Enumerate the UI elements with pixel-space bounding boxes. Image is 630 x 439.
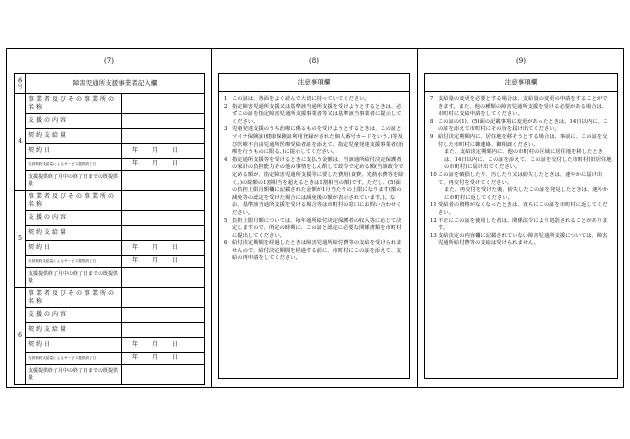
- register-row: [15, 211, 205, 226]
- row-value-balance: [122, 159, 205, 171]
- row-label-balance: 当該契約支給量によるサービス提供終了日: [26, 353, 122, 365]
- note-text: この証は、各面をよく読んで大切に持っていてください。: [232, 96, 370, 102]
- row-value-office: [122, 191, 205, 211]
- row-value-final: [122, 365, 205, 385]
- note-item: [430, 202, 612, 217]
- row-label-date: 契約日: [26, 144, 122, 159]
- note-number: 7: [430, 96, 434, 102]
- note-number: 11: [430, 202, 437, 209]
- date-unit-year: 年: [131, 257, 138, 265]
- note-number: 4: [224, 156, 228, 163]
- note-text: 支給量の変更を必要とする場合は、支給量の変更の申請をすることができます。また、他の種類の障害児通所支援を受ける必要がある場合は、市町村に支給申請をしてください。: [438, 96, 608, 118]
- note-item: [430, 134, 612, 149]
- note-number: 12: [430, 217, 437, 224]
- register-row: [15, 365, 205, 385]
- notes-title: 注意事項欄: [425, 74, 617, 92]
- row-label-date: 契約日: [26, 338, 122, 353]
- date-unit-year: 年: [131, 354, 138, 362]
- row-label-office: 事業者及びその事業所の名称: [26, 191, 122, 211]
- row-value-amount: [122, 323, 205, 338]
- row-label-amount: 契約支給量: [26, 323, 122, 338]
- note-number: 3: [224, 126, 228, 133]
- date-unit-month: 月: [151, 146, 158, 154]
- note-text: 給付決定期間を経過したときは障害児通所給付費等の支給を受けられませんので、給付決定期間を経過する前に、市町村にこの証を添えて、支給の再申請をしてください。: [232, 240, 402, 262]
- note-text: この証を破損したり、汚したり又は紛失したときは、速やかに届け出て、再交付を受けてください。: [438, 171, 603, 186]
- note-number: 1: [224, 96, 228, 102]
- register-row: [15, 338, 205, 353]
- date-unit-day: 日: [171, 160, 178, 168]
- note-number: 8: [430, 118, 434, 125]
- note-number: 6: [224, 240, 228, 247]
- row-label-amount: 契約支給量: [26, 226, 122, 241]
- note-text: また、支給決定期間内に、他の市町村の区域に居住地を移したときは、14日以内に、この証を添えて、この証を交付した市町村(旧居住地の市町村)に届け出てください。: [444, 149, 612, 171]
- note-number: 9: [430, 133, 434, 140]
- notes-list: [219, 92, 409, 263]
- row-label-office: 事業者及びその事業所の名称: [26, 94, 122, 114]
- date-unit-day: 日: [171, 243, 178, 251]
- note-item: [430, 233, 612, 248]
- register-row: [15, 308, 205, 323]
- date-unit-day: 日: [171, 146, 178, 154]
- note-item: [430, 119, 612, 134]
- register-row: [15, 288, 205, 308]
- register-row: [15, 353, 205, 365]
- date-unit-month: 月: [151, 354, 158, 362]
- row-label-final: 支援提供終了月中の終了日までの既提供量: [26, 268, 122, 288]
- row-value-amount: [122, 226, 205, 241]
- notes-panel-9: [424, 73, 618, 379]
- note-item: [430, 172, 612, 187]
- date-unit-month: 月: [151, 160, 158, 168]
- row-value-date: [122, 144, 205, 159]
- row-value-content: [122, 308, 205, 323]
- row-label-balance: 当該契約支給量によるサービス提供終了日: [26, 256, 122, 268]
- note-text: 指定障害児通所支援又は基準該当通所支援を受けようとするときは、必ずこの証を指定障害児通所支援事業者等又は基準該当事業者に提示してください。: [232, 103, 402, 125]
- column-divider: [211, 49, 212, 387]
- register-row: [15, 159, 205, 171]
- note-item: [224, 126, 404, 156]
- date-unit-year: 年: [131, 340, 138, 348]
- row-label-date: 契約日: [26, 241, 122, 256]
- date-unit-month: 月: [151, 257, 158, 265]
- row-value-final: [122, 268, 205, 288]
- notes-title: 注意事項欄: [219, 74, 409, 92]
- entry-number: 5: [15, 191, 26, 288]
- row-label-content: 支援の内容: [26, 308, 122, 323]
- date-unit-day: 日: [171, 340, 178, 348]
- row-value-balance: [122, 353, 205, 365]
- note-text: 負担上限月額については、毎年通所給付決定保護者の収入等に応じて決定しますので、所定の時期に、この証と認定に必要な関係書類を市町村に提出してください。: [232, 217, 402, 239]
- register-row: [15, 94, 205, 114]
- note-text: 指定通所支援等を受けるときに支払う金額は、当該通所給付決定保護者の家計の負担能力その他の事情をしん酌して政令で定める額(当該政令で定める額が、指定障害児通所支援等に要した費用(食費、光熱水費等を除く。)の総額の1割相当を超えるときは1割相当の額)です。ただし、(5)面の負担上限月額欄に記載された金額が1月当たりの上限になります(額の減免等の認定を受けた場合には減免後の額が表示されています。)。なお、基準該当通所支援を受ける場合等は市町村の窓口にお問い合わせください。: [232, 156, 404, 216]
- note-text: 児童発達支援のうち治療に係るものを受けようとするときは、この証とマイナ保険証(健康保険証利用登録がされた個人番号カードをいう。)等及び医療不自由児通所医療受給者証を添えて、指定児童発達支援事業者(治療を行うものに限る。)に提示してください。: [232, 126, 404, 156]
- row-value-office: [122, 94, 205, 114]
- register-row: [15, 226, 205, 241]
- note-number: 13: [430, 232, 437, 239]
- note-item: [430, 187, 612, 202]
- date-unit-day: 日: [171, 257, 178, 265]
- note-item: [224, 240, 404, 263]
- page-number-7: (7): [104, 57, 114, 65]
- notes-list: [425, 92, 617, 248]
- note-item: [430, 149, 612, 172]
- page-number-8: (8): [309, 57, 319, 65]
- note-item: [224, 104, 404, 127]
- row-label-amount: 契約支給量: [26, 129, 122, 144]
- row-label-balance: 当該契約支給量によるサービス提供終了日: [26, 159, 122, 171]
- date-unit-year: 年: [131, 160, 138, 168]
- note-item: [224, 96, 404, 104]
- provider-register-table: [14, 73, 205, 385]
- row-value-balance: [122, 256, 205, 268]
- row-value-content: [122, 211, 205, 226]
- row-value-content: [122, 114, 205, 129]
- register-row: [15, 144, 205, 159]
- row-value-amount: [122, 129, 205, 144]
- note-text: この証の(1)、(5)面の記載事項に変更があったときは、14日以内に、この証を添えて市町村にその旨を届け出てください。: [438, 118, 609, 133]
- row-label-final: 支援提供終了月中の終了日までの既提供量: [26, 365, 122, 385]
- entry-number: 6: [15, 288, 26, 385]
- note-text: 不正にこの証を使用した者は、関係法令により処罰されることがあります。: [438, 217, 608, 232]
- register-row: [15, 241, 205, 256]
- note-item: [224, 157, 404, 218]
- row-label-final: 支援提供終了月中の終了日までの既提供量: [26, 171, 122, 191]
- register-row: [15, 256, 205, 268]
- note-item: [224, 218, 404, 241]
- note-number: 10: [430, 171, 437, 178]
- column-divider: [417, 49, 418, 387]
- row-value-date: [122, 338, 205, 353]
- row-label-office: 事業者及びその事業所の名称: [26, 288, 122, 308]
- register-row: [15, 191, 205, 211]
- date-unit-month: 月: [151, 340, 158, 348]
- notes-panel-8: [218, 73, 410, 379]
- row-label-content: 支援の内容: [26, 114, 122, 129]
- row-value-final: [122, 171, 205, 191]
- page-number-9: (9): [516, 57, 526, 65]
- note-text: 給付決定期間内に、居住地を移そうとする場合は、事前に、この証を交付した市町村に御連絡、御相談ください。: [438, 133, 608, 148]
- register-row: [15, 268, 205, 288]
- recipient-certificate-sheet: [6, 48, 624, 388]
- note-item: [430, 96, 612, 119]
- entry-number: 4: [15, 94, 26, 191]
- date-unit-month: 月: [151, 243, 158, 251]
- register-row: [15, 114, 205, 129]
- register-row: [15, 323, 205, 338]
- row-label-content: 支援の内容: [26, 211, 122, 226]
- row-value-date: [122, 241, 205, 256]
- note-text: 受給者の資格がなくなったときは、直ちにこの証を市町村に返してください。: [438, 202, 608, 216]
- register-row: [15, 171, 205, 191]
- row-value-office: [122, 288, 205, 308]
- note-text: 支給決定の内容欄に記載されていない障害児通所支援については、障害児通所給付費等の支給は受けられません。: [438, 232, 608, 247]
- date-unit-year: 年: [131, 243, 138, 251]
- note-number: 5: [224, 217, 228, 224]
- register-row: [15, 129, 205, 144]
- register-title: 障害児通所支援事業者記入欄: [26, 74, 205, 94]
- note-number: 2: [224, 103, 228, 110]
- date-unit-year: 年: [131, 146, 138, 154]
- note-text: また、再交付を受けた後、紛失したこの証を発見したときは、速やかに市町村に返してください。: [444, 187, 609, 201]
- number-header: 番号: [15, 74, 26, 94]
- note-item: [430, 218, 612, 233]
- date-unit-day: 日: [171, 354, 178, 362]
